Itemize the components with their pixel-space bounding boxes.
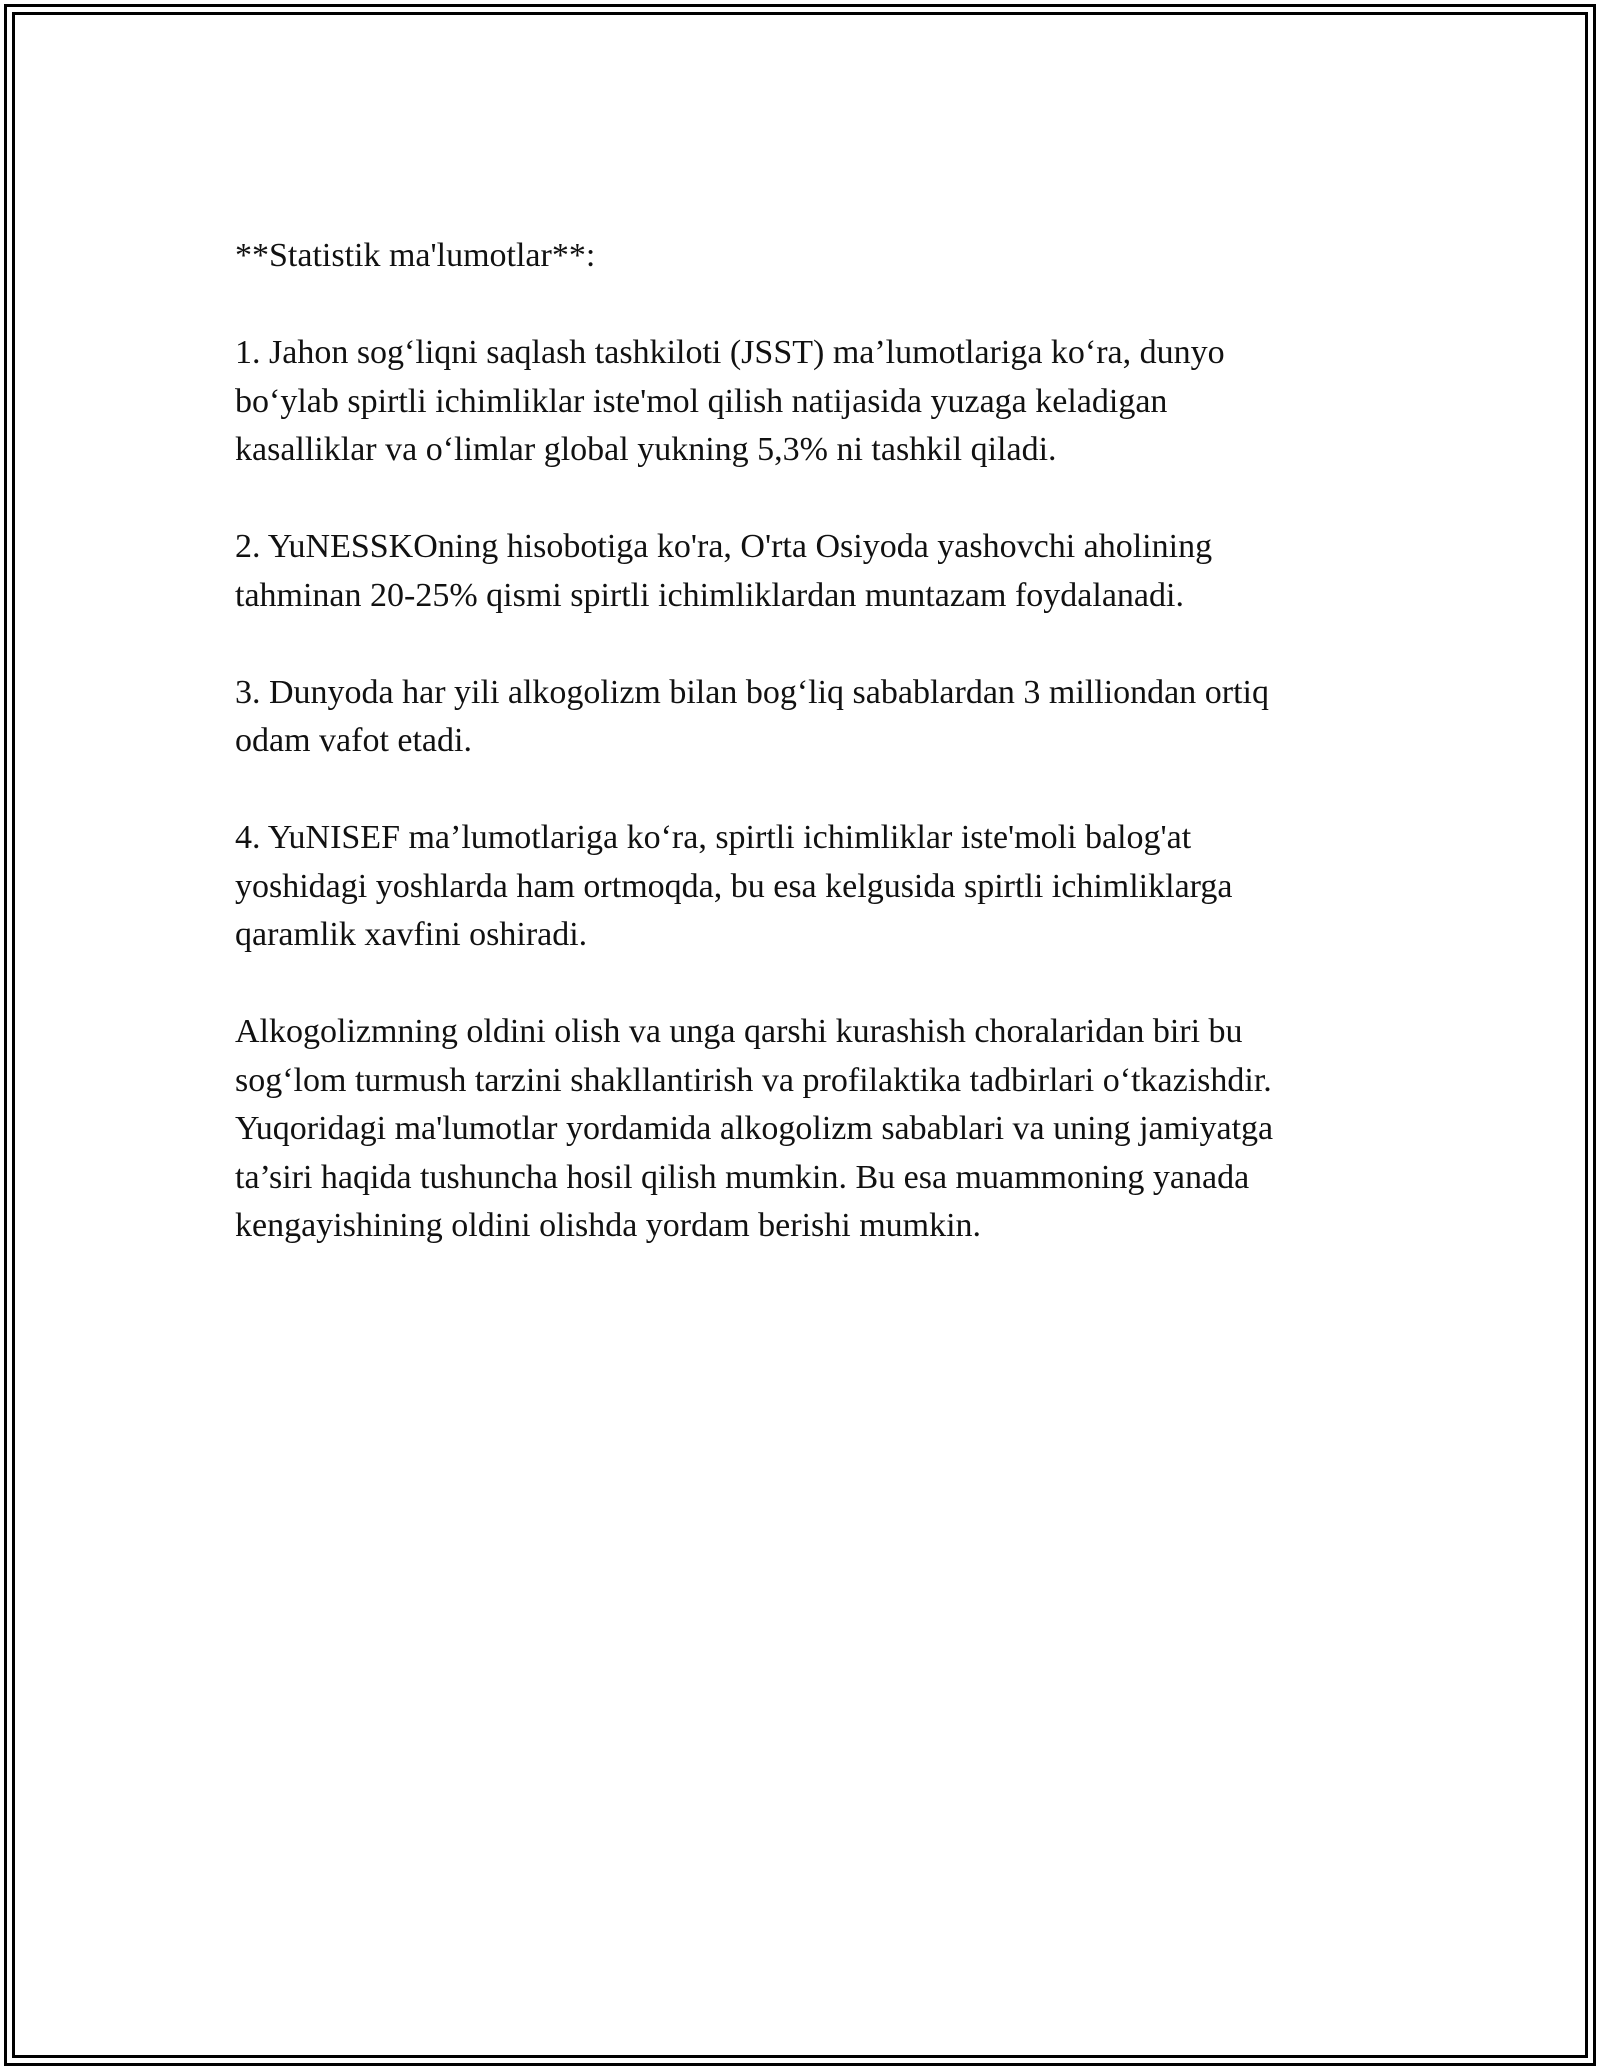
section-heading: **Statistik ma'lumotlar**:	[235, 237, 596, 274]
statistic-item-3: 3. Dunyoda har yili alkogolizm bilan bog‘liq sabablardan 3 milliondan ortiq odam vafot etadi.	[235, 673, 1269, 759]
document-body	[235, 232, 1375, 1299]
conclusion-paragraph: Alkogolizmning oldini olish va unga qarshi kurashish choralaridan biri bu sog‘lom turmush tarzini shakllantirish va profilaktika tadbirlari o‘tkazishdir. Yuqoridagi ma'lumotlar yordamida alkogolizm sabablari va uning jamiyatga ta’siri haqida tushuncha hosil qilish mumkin. Bu esa muammoning yanada kengayishining oldini olishda yordam berishi mumkin.	[235, 1013, 1274, 1244]
statistic-item-4: 4. YuNISEF ma’lumotlariga ko‘ra, spirtli ichimliklar iste'moli balog'at yoshidagi yoshlarda ham ortmoqda, bu esa kelgusida spirtli ichimliklarga qaramlik xavfini oshiradi.	[235, 819, 1233, 953]
statistic-item-1: 1. Jahon sog‘liqni saqlash tashkiloti (JSST) ma’lumotlariga ko‘ra, dunyo bo‘ylab spirtli ichimliklar iste'mol qilish natijasida yuzaga keladigan kasalliklar va o‘limlar global yukning 5,3% ni tashkil qiladi.	[235, 334, 1225, 468]
statistic-item-2: 2. YuNESSKOning hisobotiga ko'ra, O'rta Osiyoda yashovchi aholining tahminan 20-25% qismi spirtli ichimliklardan muntazam foydalanadi.	[235, 528, 1213, 614]
